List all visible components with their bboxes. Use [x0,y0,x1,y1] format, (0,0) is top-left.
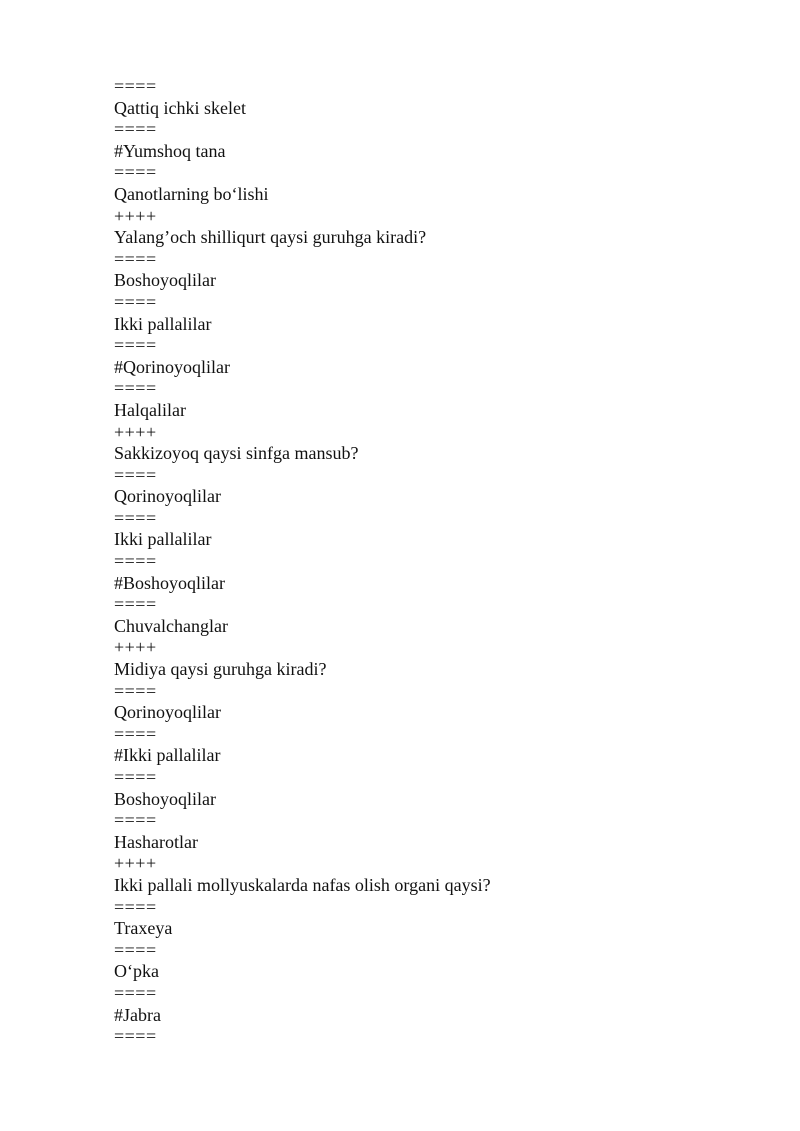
answer-option: Ikki pallalilar [114,313,212,334]
separator-line: ==== [114,378,157,399]
question-text: Midiya qaysi guruhga kiradi? [114,659,327,680]
separator-line: ==== [114,810,157,831]
correct-answer-option: #Jabra [114,1004,161,1025]
correct-answer-option: #Ikki pallalilar [114,745,221,766]
separator-line: ==== [114,594,157,615]
answer-option: Qorinoyoqlilar [114,486,221,507]
answer-option: Ikki pallalilar [114,529,212,550]
separator-line: ==== [114,119,157,140]
question-text: Yalang’och shilliqurt qaysi guruhga kiradi? [114,227,427,248]
question-separator: ++++ [114,853,157,874]
question-text: Ikki pallali mollyuskalarda nafas olish organi qaysi? [114,874,491,895]
separator-line: ==== [114,1026,157,1047]
document-text-body [114,76,734,1048]
separator-line: ==== [114,76,157,96]
question-text: Sakkizoyoq qaysi sinfga mansub? [114,443,359,464]
separator-line: ==== [114,680,157,701]
separator-line: ==== [114,291,157,312]
answer-option: Halqalilar [114,399,186,420]
separator-line: ==== [114,939,157,960]
answer-option: Boshoyoqlilar [114,788,216,809]
answer-option: Qattiq ichki skelet [114,97,246,118]
answer-option: Boshoyoqlilar [114,270,216,291]
correct-answer-option: #Yumshoq tana [114,140,226,161]
question-separator: ++++ [114,421,157,442]
separator-line: ==== [114,248,157,269]
answer-option: Qanotlarning bo‘lishi [114,183,269,204]
correct-answer-option: #Boshoyoqlilar [114,572,225,593]
correct-answer-option: #Qorinoyoqlilar [114,356,230,377]
separator-line: ==== [114,507,157,528]
question-separator: ++++ [114,637,157,658]
separator-line: ==== [114,464,157,485]
answer-option: Qorinoyoqlilar [114,702,221,723]
separator-line: ==== [114,723,157,744]
separator-line: ==== [114,767,157,787]
answer-option: Chuvalchanglar [114,615,228,636]
answer-option: Hasharotlar [114,831,198,852]
answer-option: Traxeya [114,918,173,939]
separator-line: ==== [114,162,157,183]
separator-line: ==== [114,335,157,356]
separator-line: ==== [114,551,157,572]
separator-line: ==== [114,896,157,917]
question-separator: ++++ [114,205,157,226]
separator-line: ==== [114,982,157,1003]
answer-option: O‘pka [114,961,159,982]
